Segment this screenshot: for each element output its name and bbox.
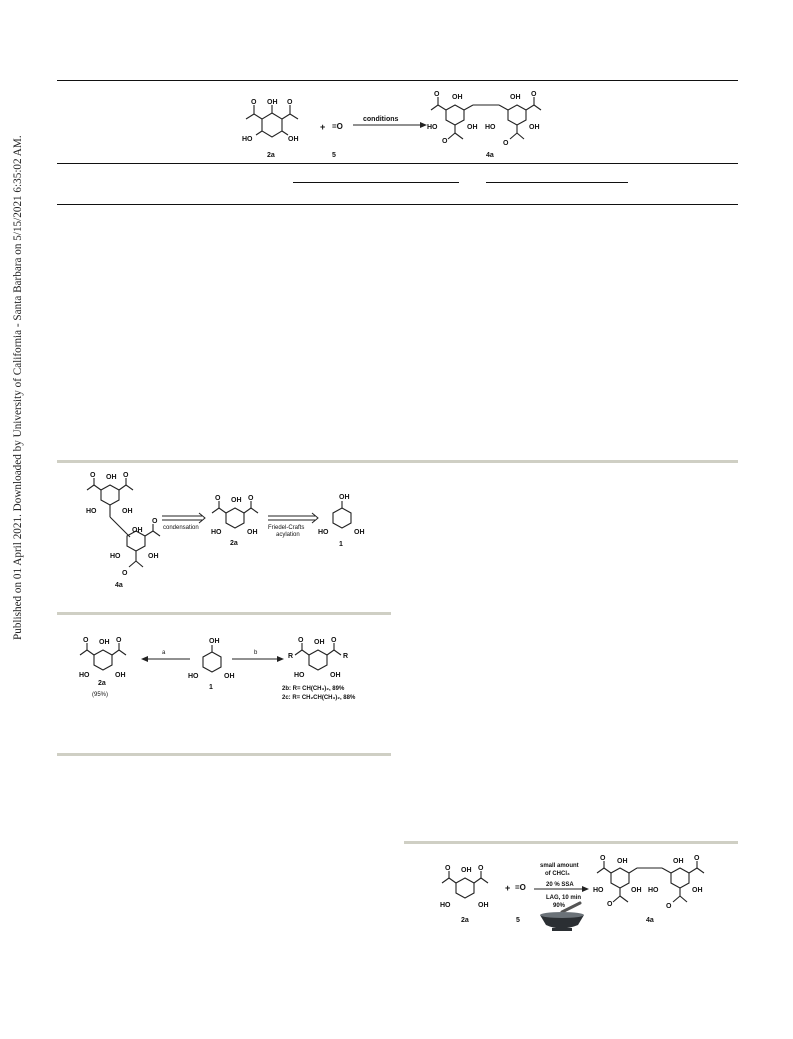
compound-label-2a-retro: 2a (230, 540, 238, 547)
atom-label: OH (132, 527, 143, 534)
atom-label: O (83, 637, 89, 644)
atom-label: HO (648, 887, 659, 894)
formaldehyde-formula-mechano: =O (515, 883, 526, 892)
condition-catalyst: 20 % SSA (546, 882, 574, 888)
substituent-label: R (343, 653, 349, 660)
atom-label: O (122, 570, 128, 577)
atom-label: HO (211, 529, 222, 536)
compound-label-4a-mechano: 4a (646, 917, 654, 924)
atom-label: HO (79, 672, 90, 679)
atom-label: O (607, 901, 613, 908)
condition-solvent-line1: small amount (540, 863, 579, 869)
compound-label-5-mechano: 5 (516, 917, 520, 924)
atom-label: OH (529, 124, 540, 131)
atom-label: HO (86, 508, 97, 515)
atom-label: O (445, 865, 451, 872)
atom-label: O (251, 99, 257, 106)
atom-label: HO (294, 672, 305, 679)
atom-label: HO (593, 887, 604, 894)
atom-label: HO (485, 124, 496, 131)
atom-label: O (331, 637, 337, 644)
atom-label: O (666, 903, 672, 910)
atom-label: O (600, 855, 606, 862)
retro-label-acylation: acylation (276, 532, 300, 538)
atom-label: OH (354, 529, 365, 536)
compound-label-2a-mechano: 2a (461, 917, 469, 924)
atom-label: OH (692, 887, 703, 894)
atom-label: HO (110, 553, 121, 560)
atom-label: OH (617, 858, 628, 865)
plus-sign-mechano: + (505, 883, 511, 893)
atom-label: O (434, 91, 440, 98)
compound-label-1-synthesis: 1 (209, 684, 213, 691)
atom-label: OH (106, 474, 117, 481)
product-2c-label: 2c: R= CH₂CH(CH₃)₂, 88% (282, 695, 356, 701)
atom-label: OH (224, 673, 235, 680)
condition-time: LAG, 10 min (546, 895, 582, 901)
atom-label: OH (673, 858, 684, 865)
molecule-4a-mechano (593, 855, 704, 910)
atom-label: O (503, 140, 509, 147)
atom-label: OH (330, 672, 341, 679)
atom-label: OH (99, 639, 110, 646)
atom-label: OH (267, 99, 278, 106)
atom-label: O (248, 495, 254, 502)
arrow-label-a: a (162, 650, 166, 656)
compound-label-2a: 2a (267, 152, 275, 159)
atom-label: OH (478, 902, 489, 909)
substituent-label: R (288, 653, 294, 660)
compound-label-5: 5 (332, 152, 336, 159)
compound-label-4a: 4a (486, 152, 494, 159)
atom-label: O (531, 91, 537, 98)
atom-label: OH (209, 638, 220, 645)
atom-label: OH (288, 136, 299, 143)
formaldehyde-formula: =O (332, 122, 343, 131)
condition-yield: 90% (553, 903, 566, 909)
condition-solvent-line2: of CHCl₃ (545, 871, 570, 877)
molecule-2a-mechano (440, 865, 489, 909)
atom-label: HO (318, 529, 329, 536)
retro-label-condensation: condensation (163, 525, 199, 531)
atom-label: O (694, 855, 700, 862)
yield-2a: (95%) (92, 692, 109, 698)
atom-label: OH (461, 867, 472, 874)
atom-label: OH (247, 529, 258, 536)
atom-label: O (152, 518, 158, 525)
atom-label: OH (452, 94, 463, 101)
atom-label: OH (339, 494, 350, 501)
atom-label: HO (427, 124, 438, 131)
atom-label: O (478, 865, 484, 872)
atom-label: O (90, 472, 96, 479)
watermark-text: Published on 01 April 2021. Downloaded by University of California - Santa Barbara on 5/15/2021 6:35:02 AM. (12, 135, 24, 640)
atom-label: HO (188, 673, 199, 680)
compound-label-1-retro: 1 (339, 541, 343, 548)
compound-label-2a-synthesis: 2a (98, 680, 106, 687)
arrow-label-b: b (254, 650, 258, 656)
atom-label: OH (631, 887, 642, 894)
atom-label: OH (231, 497, 242, 504)
retro-label-friedel-crafts: Friedel-Crafts (268, 525, 305, 531)
atom-label: O (298, 637, 304, 644)
atom-label: O (116, 637, 122, 644)
atom-label: O (215, 495, 221, 502)
plus-sign: + (320, 122, 326, 132)
atom-label: OH (148, 553, 159, 560)
atom-label: OH (467, 124, 478, 131)
atom-label: O (287, 99, 293, 106)
atom-label: O (442, 138, 448, 145)
atom-label: HO (242, 136, 253, 143)
compound-label-4a-retro: 4a (115, 582, 123, 589)
atom-label: O (123, 472, 129, 479)
atom-label: HO (440, 902, 451, 909)
arrow-label-conditions: conditions (363, 116, 399, 123)
atom-label: OH (115, 672, 126, 679)
atom-label: OH (122, 508, 133, 515)
product-2b-label: 2b: R= CH(CH₃)₂, 89% (282, 686, 345, 692)
atom-label: OH (314, 639, 325, 646)
atom-label: OH (510, 94, 521, 101)
